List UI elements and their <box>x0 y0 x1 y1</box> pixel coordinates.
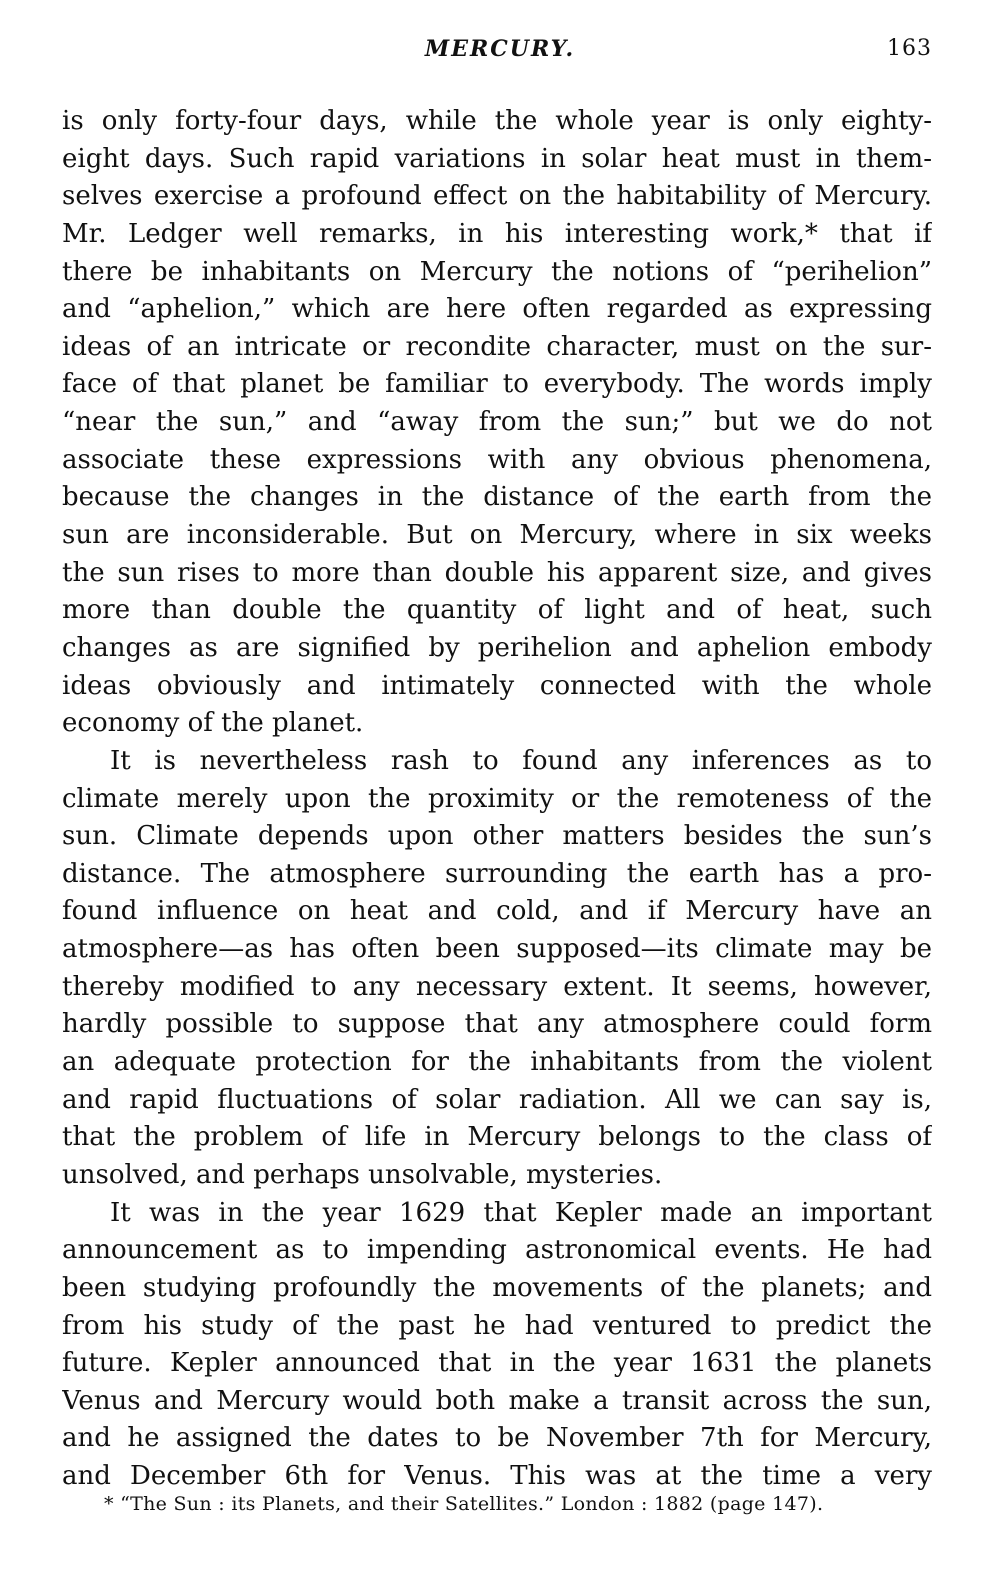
text-line: atmosphere—as has often been supposed—its climate may be <box>62 934 932 965</box>
text-line: the sun rises to more than double his apparent size, and gives <box>62 557 932 588</box>
paragraph-end-line: economy of the planet. <box>62 708 364 739</box>
text-line: distance. The atmosphere surrounding the earth has a pro- <box>62 858 932 889</box>
text-line: been studying profoundly the movements of the planets; and <box>62 1272 932 1303</box>
text-line: ideas obviously and intimately connected with the whole <box>62 670 932 701</box>
paragraph-first-line: It is nevertheless rash to found any inferences as to <box>110 745 932 776</box>
text-line: and he assigned the dates to be November 7th for Mercury, <box>62 1423 932 1454</box>
text-line: selves exercise a profound effect on the habitability of Mercury. <box>62 181 932 212</box>
text-line: is only forty-four days, while the whole year is only eighty- <box>62 106 932 136</box>
paragraph-first-line: It was in the year 1629 that Kepler made an important <box>110 1197 932 1228</box>
text-line: that the problem of life in Mercury belongs to the class of <box>62 1122 932 1153</box>
text-line: sun. Climate depends upon other matters besides the sun’s <box>62 821 932 852</box>
text-line: changes as are signified by perihelion and aphelion embody <box>62 632 932 663</box>
text-line: thereby modified to any necessary extent. It seems, however, <box>62 971 932 1002</box>
body-text <box>62 103 932 1496</box>
page-number: 163 <box>887 36 932 61</box>
text-line: more than double the quantity of light and of heat, such <box>62 595 932 626</box>
text-line: and rapid fluctuations of solar radiation. All we can say is, <box>62 1084 932 1115</box>
running-title: MERCURY. <box>424 36 576 62</box>
text-line: there be inhabitants on Mercury the notions of “perihelion” <box>62 256 932 287</box>
text-line: eight days. Such rapid variations in solar heat must in them- <box>62 143 932 174</box>
text-line: found influence on heat and cold, and if Mercury have an <box>62 896 932 927</box>
text-line: Venus and Mercury would both make a transit across the sun, <box>62 1385 932 1416</box>
running-head <box>0 36 1000 76</box>
text-line: and December 6th for Venus. This was at the time a very <box>62 1461 932 1492</box>
footnote: * “The Sun : its Planets, and their Satellites.” London : 1882 (page 147). <box>104 1493 824 1515</box>
text-line: announcement as to impending astronomical events. He had <box>62 1235 932 1266</box>
text-line: “near the sun,” and “away from the sun;” but we do not <box>62 407 932 438</box>
text-line: sun are inconsiderable. But on Mercury, where in six weeks <box>62 520 932 551</box>
text-line: ideas of an intricate or recondite character, must on the sur- <box>62 331 932 362</box>
text-line: hardly possible to suppose that any atmosphere could form <box>62 1009 932 1040</box>
paragraph-end-line: unsolved, and perhaps unsolvable, mysteries. <box>62 1159 663 1190</box>
text-line: from his study of the past he had ventured to predict the <box>62 1310 932 1341</box>
text-line: because the changes in the distance of the earth from the <box>62 482 932 513</box>
text-line: future. Kepler announced that in the year 1631 the planets <box>62 1348 932 1379</box>
text-line: climate merely upon the proximity or the remoteness of the <box>62 783 932 814</box>
text-line: associate these expressions with any obvious phenomena, <box>62 444 932 475</box>
text-line: face of that planet be familiar to everybody. The words imply <box>62 369 932 400</box>
text-line: Mr. Ledger well remarks, in his interesting work,* that if <box>62 218 932 249</box>
text-line: an adequate protection for the inhabitants from the violent <box>62 1047 932 1078</box>
text-line: and “aphelion,” which are here often regarded as expressing <box>62 294 932 325</box>
